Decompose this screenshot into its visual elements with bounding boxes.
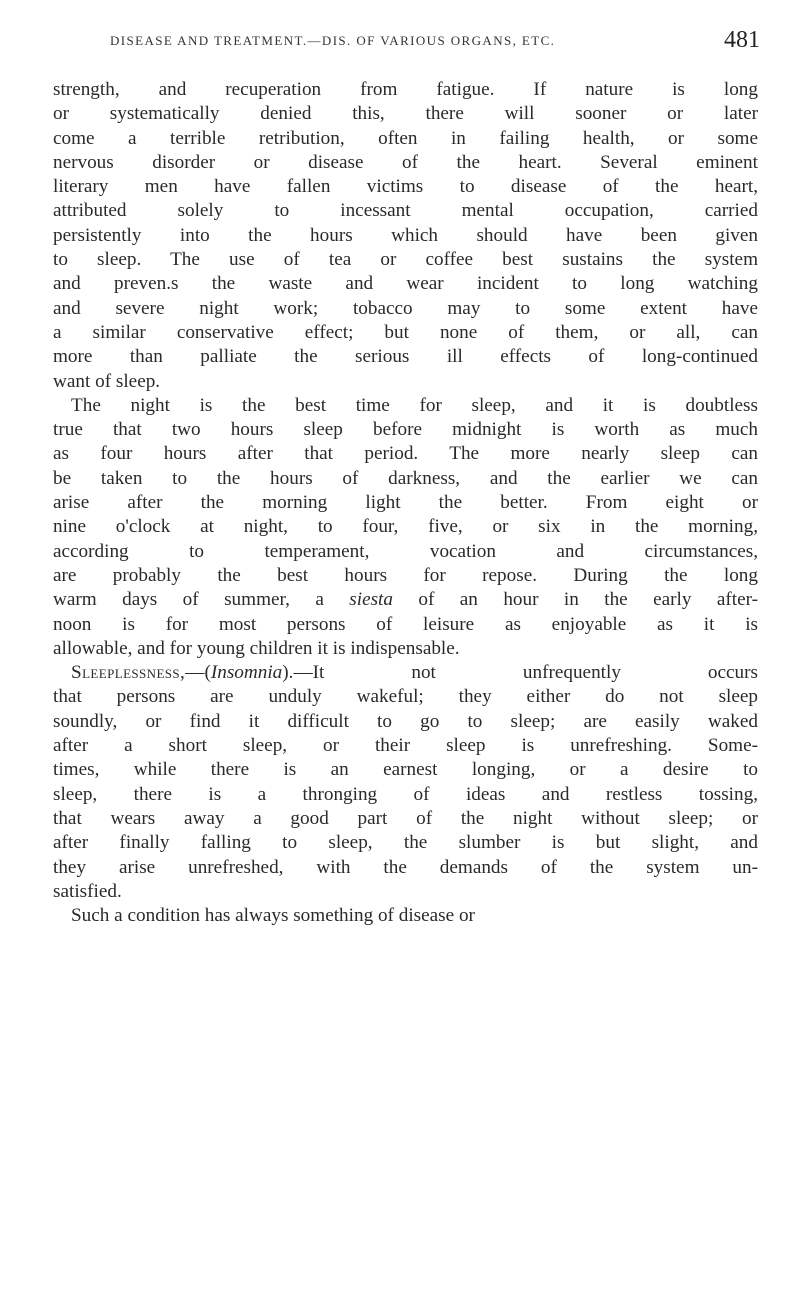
italic-term-insomnia: Insomnia: [210, 662, 283, 684]
section-heading-sleeplessness: Sleeplessness,: [71, 662, 186, 684]
text-line: want of sleep.: [53, 370, 161, 392]
text-line: persistently into the hours which should have been given: [53, 224, 758, 246]
italic-term-siesta: siesta: [349, 589, 393, 611]
text-line: or systematically denied this, there will sooner or later: [53, 103, 758, 125]
text-line: [53, 588, 758, 612]
text-line: be taken to the hours of darkness, and the earlier we can: [53, 467, 758, 489]
text-line: after finally falling to sleep, the slumber is but slight, and: [53, 832, 758, 854]
text-line: to sleep. The use of tea or coffee best sustains the system: [53, 249, 758, 271]
text-run: —(: [185, 662, 211, 684]
text-line: according to temperament, vocation and circumstances,: [53, 540, 758, 562]
text-line: nervous disorder or disease of the heart. Several eminent: [53, 151, 758, 173]
text-line: after a short sleep, or their sleep is unrefreshing. Some-: [53, 735, 758, 757]
text-line: that persons are unduly wakeful; they either do not sleep: [53, 686, 758, 708]
text-line: that wears away a good part of the night without sleep; or: [53, 807, 758, 829]
text-line: are probably the best hours for repose. During the long: [53, 564, 758, 586]
text-run: ).—It not unfrequently occurs: [282, 662, 758, 684]
text-line: more than palliate the serious ill effects of long-continued: [53, 346, 758, 368]
text-line: sleep, there is a thronging of ideas and restless tossing,: [53, 783, 758, 805]
text-line: a similar conservative effect; but none of them, or all, can: [53, 321, 758, 343]
text-line: nine o'clock at night, to four, five, or six in the morning,: [53, 516, 758, 538]
text-line: allowable, and for young children it is indispensable.: [53, 637, 460, 659]
text-line: arise after the morning light the better. From eight or: [53, 492, 758, 514]
text-line: The night is the best time for sleep, and it is doubtless: [71, 394, 758, 416]
body-text: [53, 78, 758, 928]
text-line: they arise unrefreshed, with the demands of the system un-: [53, 856, 758, 878]
text-line: and preven.s the waste and wear incident to long watching: [53, 273, 758, 295]
text-line: as four hours after that period. The more nearly sleep can: [53, 443, 758, 465]
text-line: attributed solely to incessant mental occupation, carried: [53, 200, 758, 222]
text-line: soundly, or find it difficult to go to sleep; are easily waked: [53, 710, 758, 732]
text-line: strength, and recuperation from fatigue. If nature is long: [53, 79, 758, 100]
text-line: satisfied.: [53, 880, 122, 902]
text-line: literary men have fallen victims to disease of the heart,: [53, 176, 758, 198]
text-run: of an hour in the early after-: [392, 589, 758, 611]
text-run: warm days of summer, a: [53, 589, 350, 611]
section-lead-line: [53, 661, 758, 685]
text-line: Such a condition has always something of disease or: [71, 905, 475, 927]
text-line: and severe night work; tobacco may to some extent have: [53, 297, 758, 319]
text-line: times, while there is an earnest longing, or a desire to: [53, 759, 758, 781]
running-head: DISEASE AND TREATMENT.—DIS. OF VARIOUS ORGANS, ETC.: [110, 33, 556, 48]
text-line: come a terrible retribution, often in failing health, or some: [53, 127, 758, 149]
text-line: true that two hours sleep before midnight is worth as much: [53, 419, 758, 441]
text-line: noon is for most persons of leisure as enjoyable as it is: [53, 613, 758, 635]
page-number: 481: [724, 27, 760, 53]
